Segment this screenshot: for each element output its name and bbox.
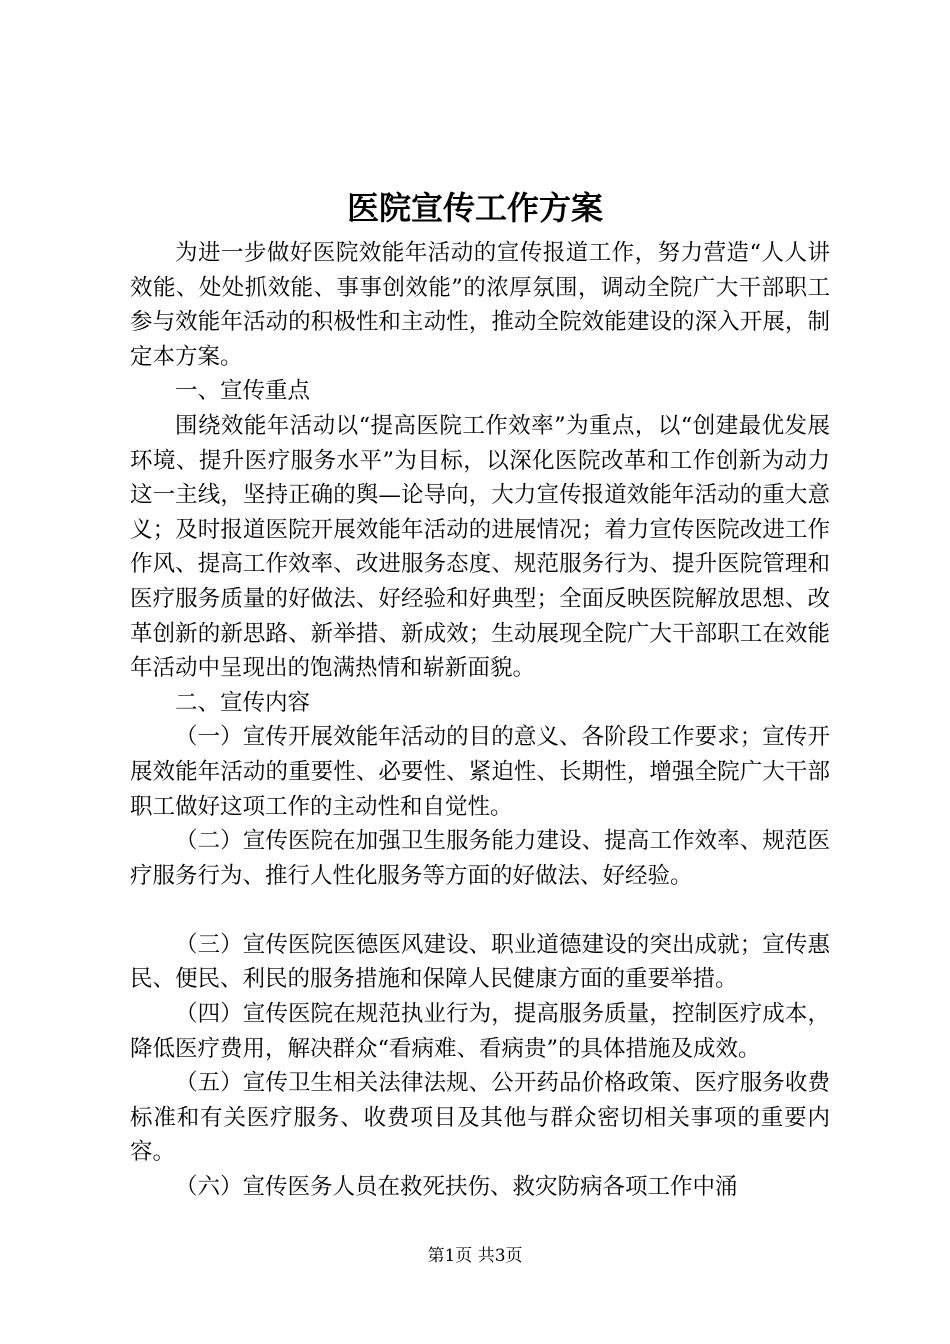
page-footer: 第1页 共3页 bbox=[427, 1246, 523, 1266]
section-heading-1: 一、宣传重点 bbox=[175, 378, 311, 405]
document-title: 医院宣传工作方案 bbox=[346, 189, 603, 227]
content-item-3: （三）宣传医院医德医风建设、职业道德建设的突出成就；宣传惠民、便民、利民的服务措施和保障人民健康方面的重要举措。 bbox=[130, 931, 830, 993]
content-item-6: （六）宣传医务人员在救死扶伤、救灾防病各项工作中涌 bbox=[175, 1174, 738, 1201]
blank-line bbox=[130, 893, 830, 928]
intro-paragraph: 为进一步做好医院效能年活动的宣传报道工作，努力营造“人人讲效能、处处抓效能、事事创效能”的浓厚氛围，调动全院广大干部职工参与效能年活动的积极性和主动性，推动全院效能建设的深入开展，制定本方案。 bbox=[130, 240, 830, 370]
content-item-2: （二）宣传医院在加强卫生服务能力建设、提高工作效率、规范医疗服务行为、推行人性化服务等方面的好做法、好经验。 bbox=[130, 828, 830, 889]
document-body bbox=[130, 236, 830, 1205]
content-item-1: （一）宣传开展效能年活动的目的意义、各阶段工作要求；宣传开展效能年活动的重要性、必要性、紧迫性、长期性，增强全院广大干部职工做好这项工作的主动性和自觉性。 bbox=[130, 724, 830, 820]
content-item-5: （五）宣传卫生相关法律法规、公开药品价格政策、医疗服务收费标准和有关医疗服务、收费项目及其他与群众密切相关事项的重要内容。 bbox=[130, 1070, 830, 1166]
section-1-paragraph: 围绕效能年活动以“提高医院工作效率”为重点，以“创建最优发展环境、提升医疗服务水平”为目标，以深化医院改革和工作创新为动力这一主线，坚持正确的舆—论导向，大力宣传报道效能年活动的重大意义；及时报道医院开展效能年活动的进展情况；着力宣传医院改进工作作风、提高工作效率、改进服务态度、规范服务行为、提升医院管理和医疗服务质量的好做法、好经验和好典型；全面反映医院解放思想、改革创新的新思路、新举措、新成效；生动展现全院广大干部职工在效能年活动中呈现出的饱满热情和崭新面貌。 bbox=[130, 412, 830, 682]
content-item-4: （四）宣传医院在规范执业行为，提高服务质量，控制医疗成本，降低医疗费用，解决群众“看病难、看病贵”的具体措施及成效。 bbox=[130, 1001, 830, 1062]
section-heading-2: 二、宣传内容 bbox=[175, 689, 311, 716]
